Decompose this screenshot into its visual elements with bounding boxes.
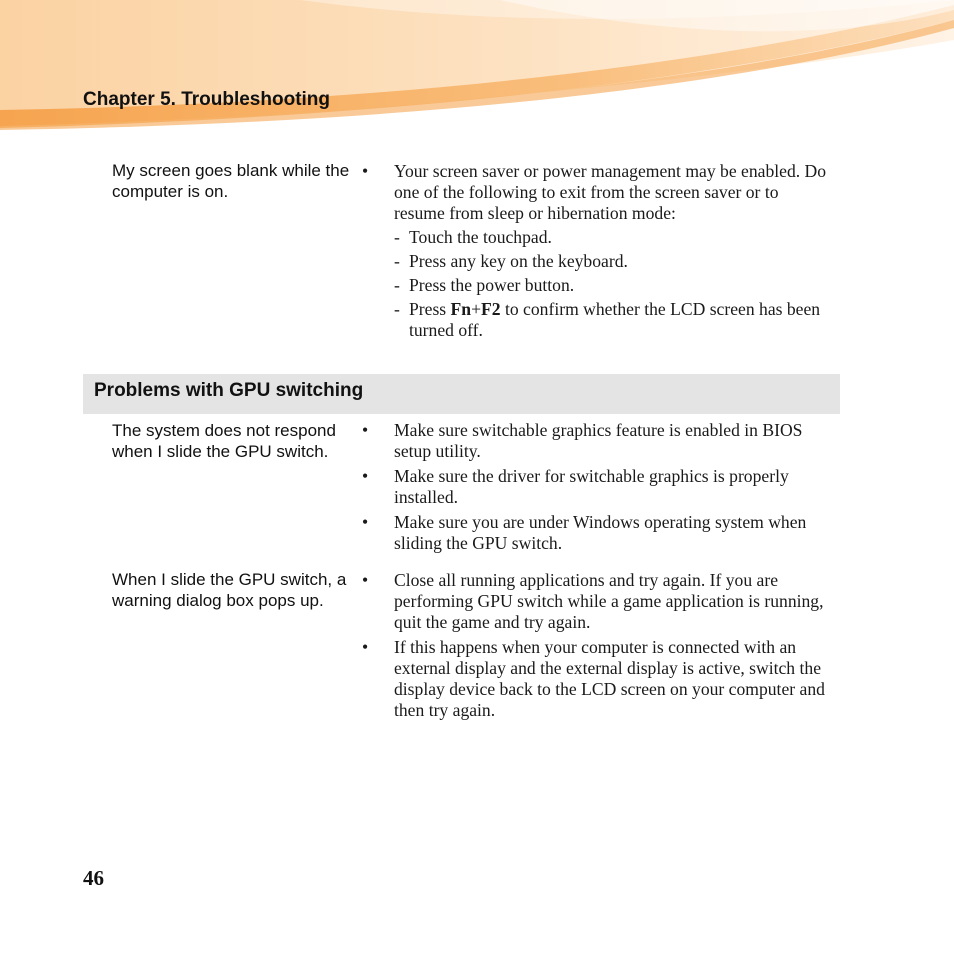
solution-text: Close all running applications and try again. If you are performing GPU switch while a game application is running, quit the game and try again. bbox=[394, 570, 824, 632]
bullet-icon: • bbox=[362, 512, 369, 532]
bullet-icon: • bbox=[362, 161, 369, 181]
sub-item-prefix: Press bbox=[409, 299, 451, 319]
bullet-icon: • bbox=[362, 466, 369, 486]
sub-item-text: Press any key on the keyboard. bbox=[409, 251, 628, 271]
page-number: 46 bbox=[83, 866, 104, 890]
solution-text: Make sure you are under Windows operating system when sliding the GPU switch. bbox=[394, 512, 807, 553]
solution-list bbox=[362, 161, 832, 345]
dash-icon: - bbox=[394, 227, 400, 247]
key-fn: Fn bbox=[450, 299, 472, 319]
bullet-icon: • bbox=[362, 637, 369, 657]
sub-item bbox=[394, 227, 832, 248]
solution-text: Make sure the driver for switchable graphics is properly installed. bbox=[394, 466, 789, 507]
bullet-icon: • bbox=[362, 570, 369, 590]
solution-list bbox=[362, 570, 832, 725]
sub-item-suffix: to confirm whether the LCD screen has been turned off. bbox=[409, 299, 821, 340]
dash-icon: - bbox=[394, 299, 400, 319]
solution-item bbox=[362, 637, 832, 721]
problem-text: The system does not respond when I slide the GPU switch. bbox=[112, 421, 336, 461]
problem-text: My screen goes blank while the computer is on. bbox=[112, 161, 350, 201]
sub-item bbox=[394, 275, 832, 296]
problem-text: When I slide the GPU switch, a warning dialog box pops up. bbox=[112, 570, 347, 610]
chapter-title: Chapter 5. Troubleshooting bbox=[83, 89, 331, 110]
solution-text: Your screen saver or power management may be enabled. Do one of the following to exit from the screen saver or to resume from sleep or hibernation mode: bbox=[394, 161, 827, 223]
solution-text: If this happens when your computer is connected with an external display and the external display is active, switch the display device back to the LCD screen on your computer and then try again. bbox=[394, 637, 825, 720]
key-plus: + bbox=[471, 299, 482, 319]
dash-icon: - bbox=[394, 275, 400, 295]
key-f2: F2 bbox=[481, 299, 501, 319]
solution-item bbox=[362, 161, 832, 341]
section-header bbox=[83, 374, 840, 414]
solution-list bbox=[362, 420, 832, 558]
dash-icon: - bbox=[394, 251, 400, 271]
sub-item bbox=[394, 251, 832, 272]
sub-item bbox=[394, 299, 832, 341]
bullet-icon: • bbox=[362, 420, 369, 440]
sub-item-text: Touch the touchpad. bbox=[409, 227, 552, 247]
solution-text: Make sure switchable graphics feature is enabled in BIOS setup utility. bbox=[394, 420, 803, 461]
solution-item bbox=[362, 570, 832, 633]
section-title: Problems with GPU switching bbox=[94, 380, 364, 401]
solution-item bbox=[362, 420, 832, 462]
solution-item bbox=[362, 466, 832, 508]
solution-item bbox=[362, 512, 832, 554]
sub-item-text: Press the power button. bbox=[409, 275, 575, 295]
